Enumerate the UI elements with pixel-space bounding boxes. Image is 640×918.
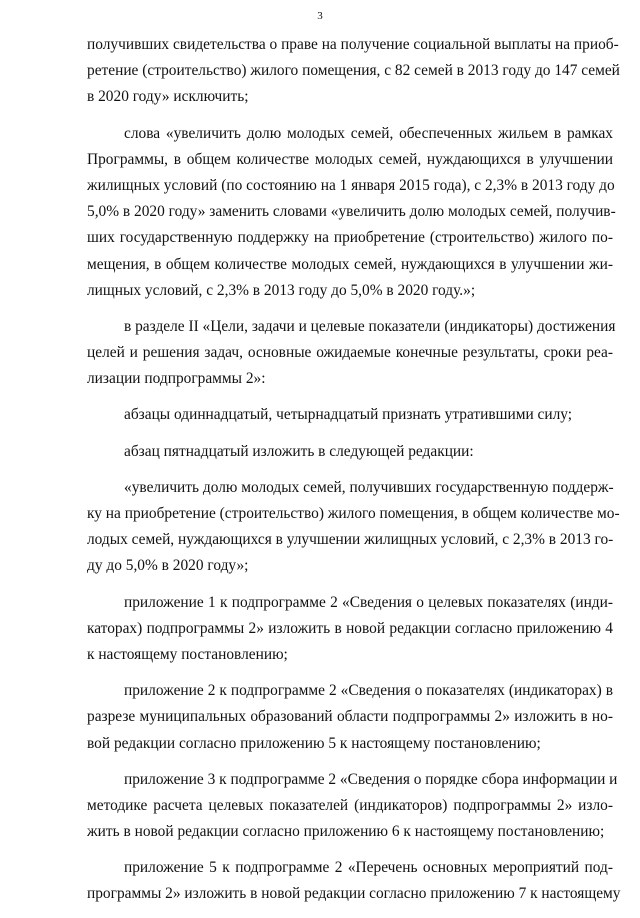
text-line: методике расчета целевых показателей (индикаторов) подпрограммы 2» изло- bbox=[87, 796, 613, 814]
paragraph bbox=[87, 678, 613, 757]
paragraph bbox=[87, 402, 613, 428]
paragraph bbox=[87, 767, 618, 846]
text-line: ку на приобретение (строительство) жилого помещения, в общем количестве мо- bbox=[87, 505, 620, 522]
text-line: 5,0% в 2020 году» заменить словами «увеличить долю молодых семей, получив- bbox=[87, 203, 616, 221]
text-line: ду до 5,0% в 2020 году»; bbox=[87, 557, 249, 575]
text-line: Программы, в общем количестве молодых семей, нуждающихся в улучшении bbox=[87, 150, 613, 168]
paragraph bbox=[87, 439, 613, 465]
page-number: 3 bbox=[317, 10, 323, 22]
text-line: к настоящему постановлению; bbox=[87, 645, 288, 663]
text-line: жить в новой редакции согласно приложению 6 к настоящему постановлению; bbox=[87, 823, 605, 841]
text-line: приложение 3 к подпрограмме 2 «Сведения о порядке сбора информации и bbox=[124, 770, 618, 788]
text-line: программы 2» изложить в новой редакции согласно приложению 7 к настоящему bbox=[87, 885, 621, 903]
text-line: абзац пятнадцатый изложить в следующей редакции: bbox=[124, 442, 474, 460]
document-body bbox=[87, 32, 621, 918]
text-line: «увеличить долю молодых семей, получивших государственную поддерж- bbox=[124, 478, 614, 496]
text-line: ших государственную поддержку на приобретение (строительство) жилого по- bbox=[87, 229, 613, 247]
text-line: приложение 1 к подпрограмме 2 «Сведения о целевых показателях (инди- bbox=[124, 593, 613, 611]
text-line: ретение (строительство) жилого помещения, с 82 семей в 2013 году до 147 семей bbox=[87, 62, 620, 80]
paragraph bbox=[87, 121, 616, 304]
paragraph bbox=[87, 590, 613, 669]
text-line: абзацы одиннадцатый, четырнадцатый признать утратившими силу; bbox=[124, 406, 573, 424]
paragraph bbox=[87, 475, 620, 580]
text-line: получивших свидетельства о праве на получение социальной выплаты на приоб- bbox=[87, 36, 619, 53]
text-line: в 2020 году» исключить; bbox=[87, 88, 249, 106]
text-line: жилищных условий (по состоянию на 1 января 2015 года), с 2,3% в 2013 году до bbox=[87, 176, 615, 194]
text-line: лищных условий, с 2,3% в 2013 году до 5,0% в 2020 году.»; bbox=[87, 281, 476, 299]
text-line: разрезе муниципальных образований области подпрограммы 2» изложить в но- bbox=[87, 708, 613, 726]
text-line: приложение 5 к подпрограмме 2 «Перечень основных мероприятий под- bbox=[124, 859, 613, 877]
paragraph bbox=[87, 855, 621, 907]
text-line: целей и решения задач, основные ожидаемые конечные результаты, сроки реа- bbox=[87, 344, 613, 362]
text-line: вой редакции согласно приложению 5 к настоящему постановлению; bbox=[87, 734, 541, 752]
text-line: в разделе II «Цели, задачи и целевые показатели (индикаторы) достижения bbox=[124, 317, 616, 335]
paragraph bbox=[87, 314, 616, 393]
text-line: лизации подпрограммы 2»: bbox=[87, 370, 266, 388]
text-line: приложение 2 к подпрограмме 2 «Сведения о показателях (индикаторах) в bbox=[124, 682, 613, 700]
text-line: мещения, в общем количестве молодых семей, нуждающихся в улучшении жи- bbox=[87, 255, 613, 273]
text-line: каторах) подпрограммы 2» изложить в новой редакции согласно приложению 4 bbox=[87, 619, 613, 637]
text-line: лодых семей, нуждающихся в улучшении жилищных условий, с 2,3% в 2013 го- bbox=[87, 531, 614, 549]
paragraph bbox=[87, 32, 620, 111]
text-line: слова «увеличить долю молодых семей, обеспеченных жильем в рамках bbox=[124, 124, 613, 142]
